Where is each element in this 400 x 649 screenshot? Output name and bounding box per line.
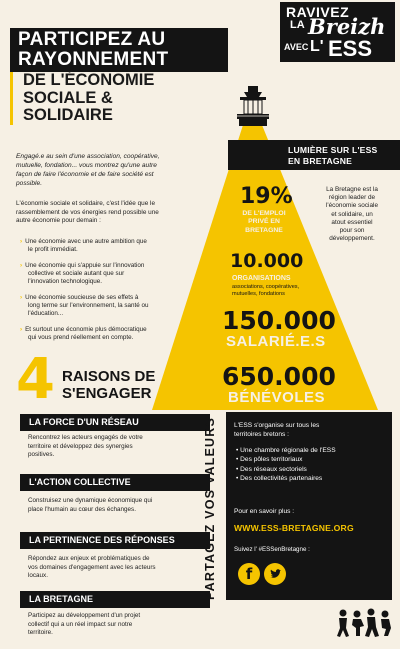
region-text-line: atout essentiel [331, 218, 373, 226]
panel-url-link[interactable]: WWW.ESS-BRETAGNE.ORG [234, 523, 354, 533]
reason-text-line: place l'humain au cœur des échanges. [28, 505, 136, 513]
logo-l: L' [310, 38, 324, 55]
intro-italic-line: Engagé.e au sein d'une association, coopérative, [16, 153, 160, 160]
logo-avec: AVEC [284, 42, 309, 52]
bullet-line: qui vous prend réellement en compte. [28, 334, 134, 342]
panel-more: Pour en savoir plus : [234, 508, 295, 515]
bullet-line: collective et sociale autant que sur [28, 270, 125, 278]
panel-list-text: Des réseaux sectoriels [240, 465, 307, 473]
intro-body-line: L'économie sociale et solidaire, c'est l'idée que le [16, 200, 156, 207]
panel-intro [234, 422, 386, 439]
stat-organisations-label: ORGANISATIONS [232, 275, 291, 282]
reasons-heading [62, 368, 155, 402]
panel-list-item [236, 465, 386, 474]
bullet-dot-icon: • [236, 447, 241, 454]
reason-title: LA BRETAGNE [20, 591, 210, 608]
bullet-line: long terme sur l'environnement, la santé ou [28, 302, 149, 310]
bullet-item [20, 238, 220, 254]
intro-italic-line: mutuelle, fondation... vous montrez qu'une autre [16, 162, 157, 169]
people-silhouettes-illustration [335, 608, 395, 638]
reasons-heading-line-2: S'ENGAGER [62, 385, 152, 402]
stat-organisations-sub [232, 284, 299, 297]
reason-text-line: Construisez une dynamique économique qui [28, 497, 153, 504]
title-line-2: RAYONNEMENT [18, 49, 169, 70]
bullet-line: Et surtout une économie plus démocratique [25, 326, 147, 333]
region-text-line: et solidaire, un [331, 210, 373, 218]
intro-italic-line: possible. [16, 180, 43, 187]
chevron-right-icon: › [20, 262, 23, 269]
reason-text [28, 612, 200, 638]
twitter-icon[interactable] [264, 563, 286, 585]
reasons-number: 4 [16, 347, 55, 412]
stat-sub-line: associations, coopératives, [232, 284, 300, 290]
bullet-dot-icon: • [236, 475, 241, 483]
stat-salaries: 150.000 [222, 306, 336, 335]
reason-title: LA FORCE D'UN RÉSEAU [20, 414, 210, 431]
region-text-line: l'économie sociale [325, 202, 379, 210]
lumiere-line-2: EN BRETAGNE [288, 155, 353, 166]
region-text [306, 186, 398, 243]
region-text-line: région leader de [328, 194, 376, 202]
reason-text-line: locaux. [28, 572, 48, 579]
stat-benevoles: 650.000 [222, 362, 336, 391]
lighthouse-icon [237, 86, 269, 126]
reason-title: L'ACTION COLLECTIVE [20, 474, 210, 491]
lumiere-bar [228, 140, 400, 170]
panel-list-text: Des pôles territoriaux [240, 456, 303, 464]
stat-label-line: BRETAGNE [245, 226, 283, 234]
panel-intro-line: territoires bretons : [234, 430, 289, 438]
facebook-icon[interactable]: f [238, 563, 260, 585]
reason-title: LA PERTINENCE DES RÉPONSES [20, 532, 210, 549]
panel-list-item [236, 446, 386, 455]
region-text-line: La Bretagne est la [326, 186, 378, 193]
bullet-item [20, 294, 220, 319]
reason-text-line: positives. [28, 451, 55, 458]
stat-benevoles-label: BÉNÉVOLES [228, 389, 326, 406]
intro-body [16, 200, 226, 226]
bullet-line: l'innovation technologique. [28, 278, 103, 286]
reason-text-line: territoire. [28, 629, 53, 636]
region-text-line: développement. [329, 235, 375, 243]
chevron-right-icon: › [20, 294, 23, 301]
panel-list-text: Une chambre régionale de l'ESS [240, 447, 336, 454]
stat-percentage: 19% [240, 184, 293, 209]
panel-list-text: Des collectivités partenaires [240, 475, 323, 483]
chevron-right-icon: › [20, 238, 23, 245]
intro-body-line: rassemblement de vos énergies rend possible une [16, 208, 159, 216]
logo-la: LA [290, 19, 305, 31]
chevron-right-icon: › [20, 326, 23, 333]
reason-text [28, 555, 200, 581]
intro-italic [16, 152, 226, 188]
bullet-line: Une économie qui s'appuie sur l'innovation [25, 262, 145, 269]
stat-label-line: DE L'EMPLOI [242, 210, 286, 217]
stat-sub-line: mutuelles, fondations [232, 290, 285, 297]
reason-text-line: Rencontrez les acteurs engagés de votre [28, 434, 143, 441]
stat-label-line: PRIVÉ EN [248, 218, 280, 226]
region-text-line: pour son [339, 227, 365, 235]
logo-ravivez: RAVIVEZ [286, 4, 350, 20]
reason-text-line: territoire et développez des synergies [28, 442, 133, 450]
stat-percentage-label [238, 210, 290, 235]
partagez-vertical: PARTAGEZ VOS VALEURS [203, 416, 217, 600]
reason-text-line: collectif qui a un réel impact sur notre [28, 620, 133, 628]
title-line-1: PARTICIPEZ AU [18, 29, 166, 50]
logo-breizh: Breizh [308, 14, 386, 39]
subtitle-line-1: DE L'ÉCONOMIE [23, 71, 155, 89]
reason-text [28, 497, 200, 514]
panel-follow: Suivez l' #ESSenBretagne : [234, 546, 310, 553]
stat-organisations: 10.000 [230, 250, 304, 272]
bullet-item [20, 262, 220, 287]
subtitle-line-2: SOCIALE & [23, 88, 113, 107]
bullet-line: l'éducation... [28, 310, 64, 318]
bullet-line: Une économie soucieuse de ses effets à [25, 294, 139, 301]
reason-text-line: Répondez aux enjeux et problématiques de [28, 555, 150, 562]
stat-salaries-label: SALARIÉ.E.S [226, 333, 326, 350]
bullet-dot-icon: • [236, 456, 241, 464]
reason-text-line: vos domaines d'engagement avec les acteurs [28, 563, 156, 571]
bullet-item [20, 326, 220, 342]
reason-text [28, 434, 200, 460]
lumiere-line-1: LUMIÈRE SUR L'ESS [288, 145, 378, 155]
panel-list-item [236, 474, 386, 483]
reasons-heading-line-1: RAISONS DE [62, 368, 156, 385]
panel-intro-line: L'ESS s'organise sur tous les [234, 422, 320, 429]
intro-italic-line: façon de faire l'économie et de faire société est [16, 171, 154, 178]
panel-list [236, 446, 386, 484]
logo-ess: ESS [328, 36, 373, 61]
reason-text-line: Participez au développement d'un projet [28, 612, 141, 619]
bullet-line: Une économie avec une autre ambition que [25, 238, 147, 245]
bullet-dot-icon: • [236, 465, 241, 473]
panel-list-item [236, 455, 386, 464]
bullet-line: le profit immédiat. [28, 246, 78, 254]
intro-body-line: autre économie pour demain : [16, 217, 101, 225]
subtitle-line-3: SOLIDAIRE [23, 106, 113, 124]
